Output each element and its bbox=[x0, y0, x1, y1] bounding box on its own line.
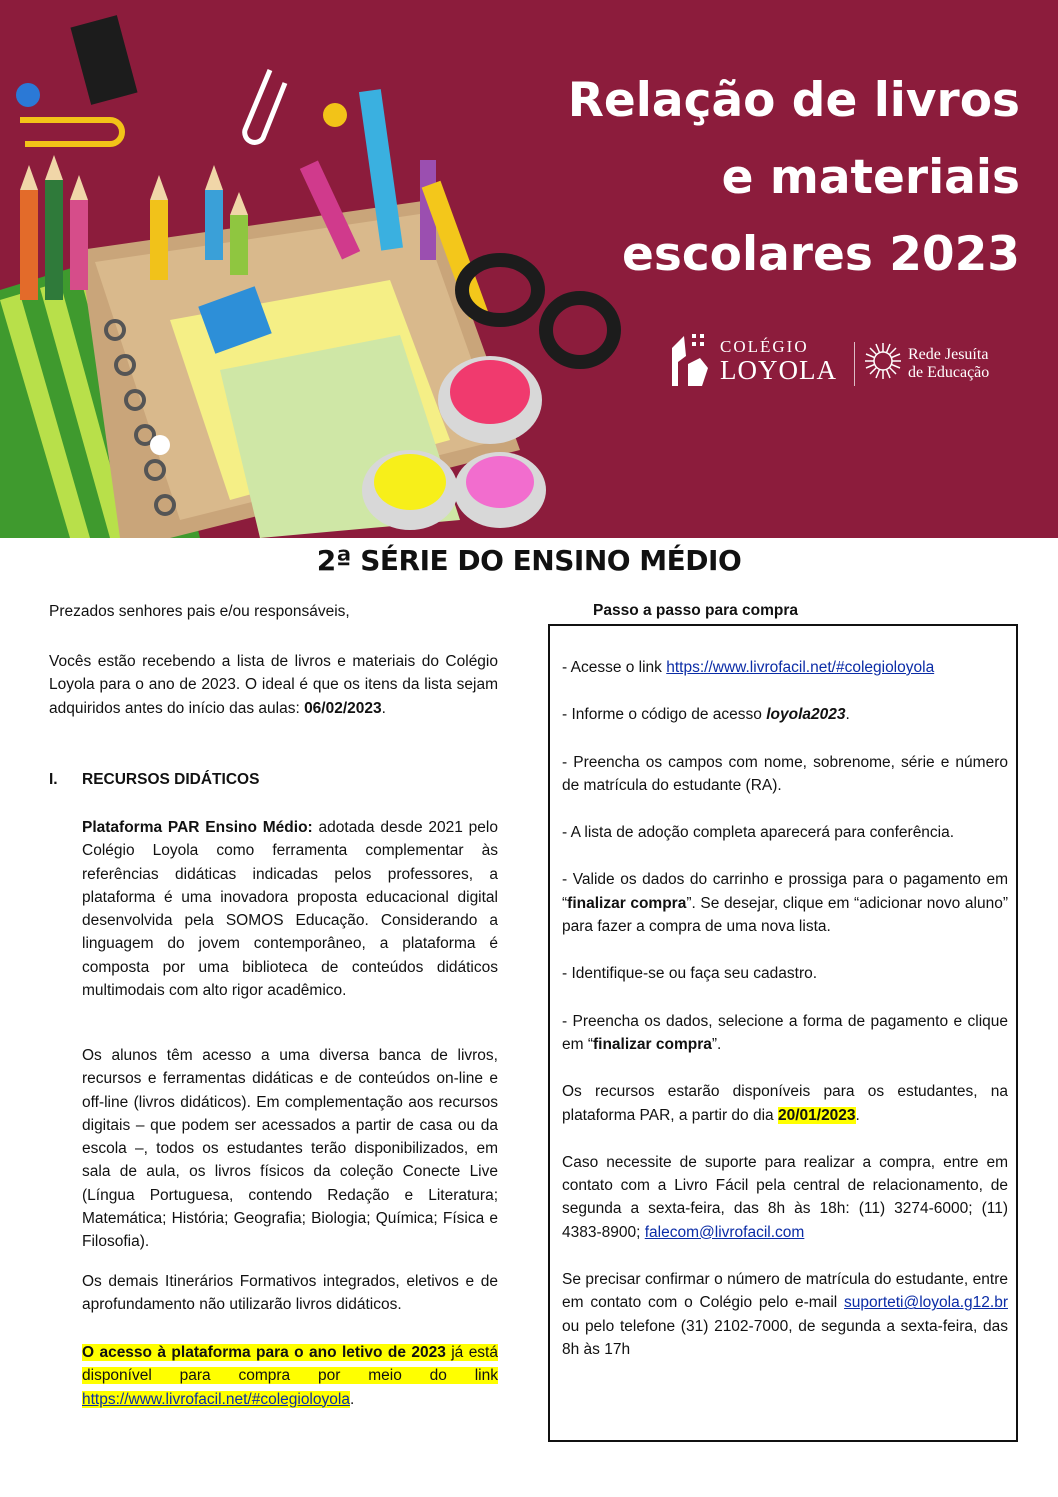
step-access-code bbox=[562, 703, 1008, 726]
paper-clip-white bbox=[245, 70, 285, 142]
banner-title-line: escolares 2023 bbox=[621, 227, 1020, 282]
platform-access-text: já está disponível para compra por meio do link bbox=[82, 1344, 498, 1385]
books-access-paragraph: Os alunos têm acesso a uma diversa banca de livros, recursos e ferramentas didáticas e de conteúdos on-line e off-line (livros didáticos). Em complementação aos recursos digitais – que podem ser acessados a partir de casa ou da escola –, todos os estudantes terão disponibilizados, em sala de aula, os livros físicos da coleção Conecte Live (Língua Portuguesa, contendo Redação e Literatura; Matemática; História; Geografia; Biologia; Química; Física e Filosofia). bbox=[82, 1047, 498, 1251]
step-text: Os recursos estarão disponíveis para os estudantes, na plataforma PAR, a partir do dia bbox=[562, 1083, 1008, 1124]
access-code: loyola2023 bbox=[766, 706, 846, 724]
intro-end: . bbox=[381, 699, 386, 717]
step-end: . bbox=[845, 706, 850, 724]
platform-access-paragraph bbox=[82, 1341, 498, 1411]
platform-access-end: . bbox=[349, 1390, 355, 1408]
section-heading bbox=[49, 768, 259, 791]
itinerarios-paragraph: Os demais Itinerários Formativos integrados, eletivos e de aprofundamento não utilizarão livros didáticos. bbox=[82, 1273, 498, 1314]
step-list-review: - A lista de adoção completa aparecerá para conferência. bbox=[562, 824, 955, 842]
purchase-steps-box bbox=[548, 624, 1018, 1442]
step-availability bbox=[562, 1080, 1008, 1127]
section-number: I. bbox=[49, 771, 58, 788]
support-email-link[interactable]: falecom@livrofacil.com bbox=[644, 1223, 805, 1241]
step-text: Se precisar confirmar o número de matrícula do estudante, entre em contato com o Colégio pelo e-mail bbox=[562, 1271, 1008, 1312]
section-title: RECURSOS DIDÁTICOS bbox=[82, 771, 260, 788]
colegio-loyola-logo-icon bbox=[664, 328, 714, 388]
logo-colegio-label: COLÉGIO bbox=[720, 337, 809, 356]
paper-clip-yellow bbox=[20, 120, 122, 144]
plataforma-par-paragraph bbox=[82, 816, 498, 1002]
step-end: . bbox=[855, 1106, 860, 1124]
rede-jesuita-logo-text bbox=[908, 346, 989, 382]
livrofacil-link[interactable]: https://www.livrofacil.net/#colegioloyola bbox=[82, 1390, 350, 1408]
step-access-link bbox=[562, 656, 1008, 679]
logo-divider bbox=[854, 342, 855, 386]
platform-access-bold: O acesso à plataforma para o ano letivo de 2023 bbox=[82, 1344, 446, 1361]
series-title: 2ª SÉRIE DO ENSINO MÉDIO bbox=[316, 544, 742, 577]
intro-paragraph bbox=[49, 650, 498, 720]
step-identify: - Identifique-se ou faça seu cadastro. bbox=[562, 965, 818, 983]
plataforma-par-text: adotada desde 2021 pelo Colégio Loyola como ferramenta complementar às referências didáticas indicadas pelos professores, a plataforma é uma inovadora proposta educacional digital desenvolvida pela SOMOS Educação. Considerando a linguagem do jovem contemporâneo, a plataforma é composta por uma biblioteca de conteúdos didáticos multimodais com alto rigor acadêmico. bbox=[82, 819, 498, 1000]
intro-text: Vocês estão recebendo a lista de livros e materiais do Colégio Loyola para o ano de 2023. O ideal é que os itens da lista sejam adquiridos antes do início das aulas: bbox=[49, 653, 498, 717]
step-text: - Preencha os dados, selecione a forma de pagamento e clique em “ bbox=[562, 1012, 1008, 1053]
step-fill-fields: - Preencha os campos com nome, sobrenome, série e número de matrícula do estudante (RA). bbox=[562, 753, 1008, 794]
step-text: ”. Se desejar, clique em “adicionar novo aluno” para fazer a compra de uma nova lista. bbox=[562, 894, 1008, 936]
rede-jesuita-logo-icon bbox=[864, 342, 902, 380]
school-email-link[interactable]: suporteti@loyola.g12.br bbox=[844, 1294, 1008, 1312]
classes-start-date: 06/02/2023 bbox=[304, 699, 382, 717]
plataforma-par-label: Plataforma PAR Ensino Médio: bbox=[82, 819, 313, 836]
step-text: ”. bbox=[711, 1035, 722, 1053]
finalizar-compra-label: finalizar compra bbox=[593, 1035, 712, 1053]
step-enrollment-contact bbox=[562, 1268, 1008, 1361]
banner-title bbox=[500, 62, 1020, 293]
step-text: - Valide os dados do carrinho e prossiga para o pagamento em “ bbox=[562, 871, 1008, 912]
header-banner bbox=[0, 0, 1058, 538]
step-payment bbox=[562, 1010, 1008, 1057]
greeting: Prezados senhores pais e/ou responsáveis, bbox=[49, 603, 350, 620]
livrofacil-link[interactable]: https://www.livrofacil.net/#colegioloyola bbox=[666, 659, 935, 676]
binder-clip bbox=[70, 15, 137, 105]
institution-logos bbox=[664, 326, 1024, 390]
step-text: ou pelo telefone (31) 2102-7000, de segunda a sexta-feira, das 8h às 17h bbox=[562, 1317, 1008, 1358]
step-text: - Informe o código de acesso bbox=[562, 706, 767, 724]
logo-rede-line: Rede Jesuíta bbox=[908, 346, 989, 363]
steps-title: Passo a passo para compra bbox=[593, 602, 799, 619]
colegio-loyola-logo-text bbox=[720, 338, 837, 384]
purchase-steps bbox=[562, 656, 1008, 1385]
finalizar-compra-label: finalizar compra bbox=[567, 894, 687, 912]
logo-rede-line: de Educação bbox=[908, 364, 990, 381]
banner-title-line: e materiais bbox=[721, 150, 1020, 205]
step-text: - Acesse o link bbox=[562, 659, 667, 676]
step-text: Caso necessite de suporte para realizar a compra, entre em contato com a Livro Fácil pela central de relacionamento, de segunda a sexta-feira, das 8h às 18h: (11) 3274-6000; (11) 4383-8900; bbox=[562, 1153, 1008, 1241]
banner-title-line: Relação de livros bbox=[567, 73, 1020, 128]
logo-loyola-label: LOYOLA bbox=[720, 355, 837, 385]
step-validate-cart bbox=[562, 868, 1008, 938]
availability-date: 20/01/2023 bbox=[777, 1106, 856, 1124]
step-support bbox=[562, 1151, 1008, 1244]
